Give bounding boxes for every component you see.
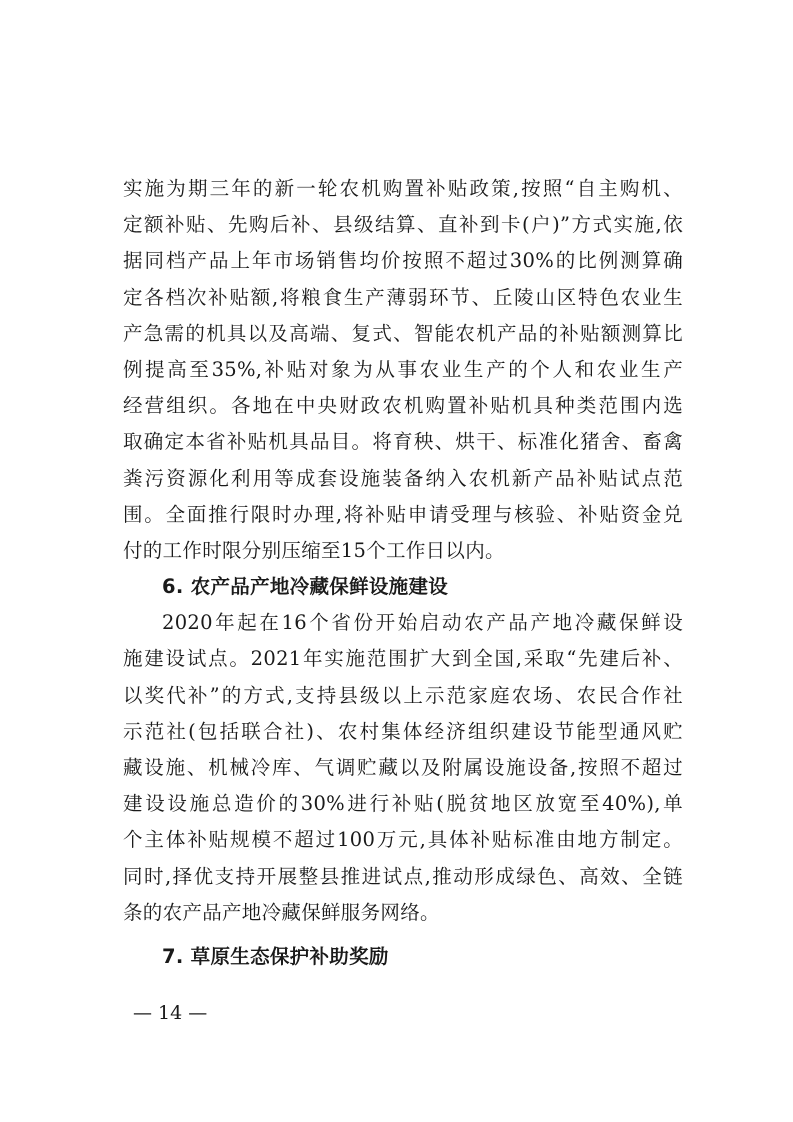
paragraph-line: 实施为期三年的新一轮农机购置补贴政策,按照“自主购机、	[123, 177, 683, 200]
body-text	[123, 171, 683, 975]
paragraph-line: 例提高至35%,补贴对象为从事农业生产的个人和农业生产	[123, 357, 683, 381]
paragraph-line: 定各档次补贴额,将粮食生产薄弱环节、丘陵山区特色农业生	[123, 285, 683, 309]
paragraph-line: 同时,择优支持开展整县推进试点,推动形成绿色、高效、全链	[123, 864, 683, 888]
paragraph-line: 据同档产品上年市场销售均价按照不超过30%的比例测算确	[123, 249, 683, 273]
paragraph-line: 取确定本省补贴机具品目。将育秧、烘干、标准化猪舍、畜禽	[123, 430, 683, 454]
paragraph-line: 藏设施、机械冷库、气调贮藏以及附属设施设备,按照不超过	[123, 756, 683, 779]
section-heading-6: 6. 农产品产地冷藏保鲜设施建设	[162, 575, 449, 599]
page-number: — 14 —	[133, 1002, 208, 1024]
paragraph-line: 产急需的机具以及高端、复式、智能农机产品的补贴额测算比	[123, 321, 683, 345]
section-heading-7: 7. 草原生态保护补助奖励	[162, 944, 389, 968]
paragraph-line: 经营组织。各地在中央财政农机购置补贴机具种类范围内选	[123, 394, 683, 418]
paragraph-line: 示范社(包括联合社)、农村集体经济组织建设节能型通风贮	[123, 719, 683, 743]
paragraph-line: 建设设施总造价的30%进行补贴(脱贫地区放宽至40%),单	[123, 792, 683, 816]
paragraph-line: 条的农产品产地冷藏保鲜服务网络。	[123, 900, 440, 924]
paragraph-line: 以奖代补”的方式,支持县级以上示范家庭农场、农民合作社	[123, 683, 683, 707]
paragraph-line: 围。全面推行限时办理,将补贴申请受理与核验、补贴资金兑	[123, 502, 683, 526]
paragraph-line: 定额补贴、先购后补、县级结算、直补到卡(户)”方式实施,依	[123, 213, 683, 237]
paragraph-line: 施建设试点。2021年实施范围扩大到全国,采取“先建后补、	[123, 647, 683, 671]
paragraph-line: 粪污资源化利用等成套设施装备纳入农机新产品补贴试点范	[123, 466, 683, 490]
paragraph-line: 付的工作时限分别压缩至15个工作日以内。	[123, 538, 505, 562]
paragraph-line: 个主体补贴规模不超过100万元,具体补贴标准由地方制定。	[123, 828, 683, 852]
paragraph-line: 2020年起在16个省份开始启动农产品产地冷藏保鲜设	[162, 611, 683, 635]
